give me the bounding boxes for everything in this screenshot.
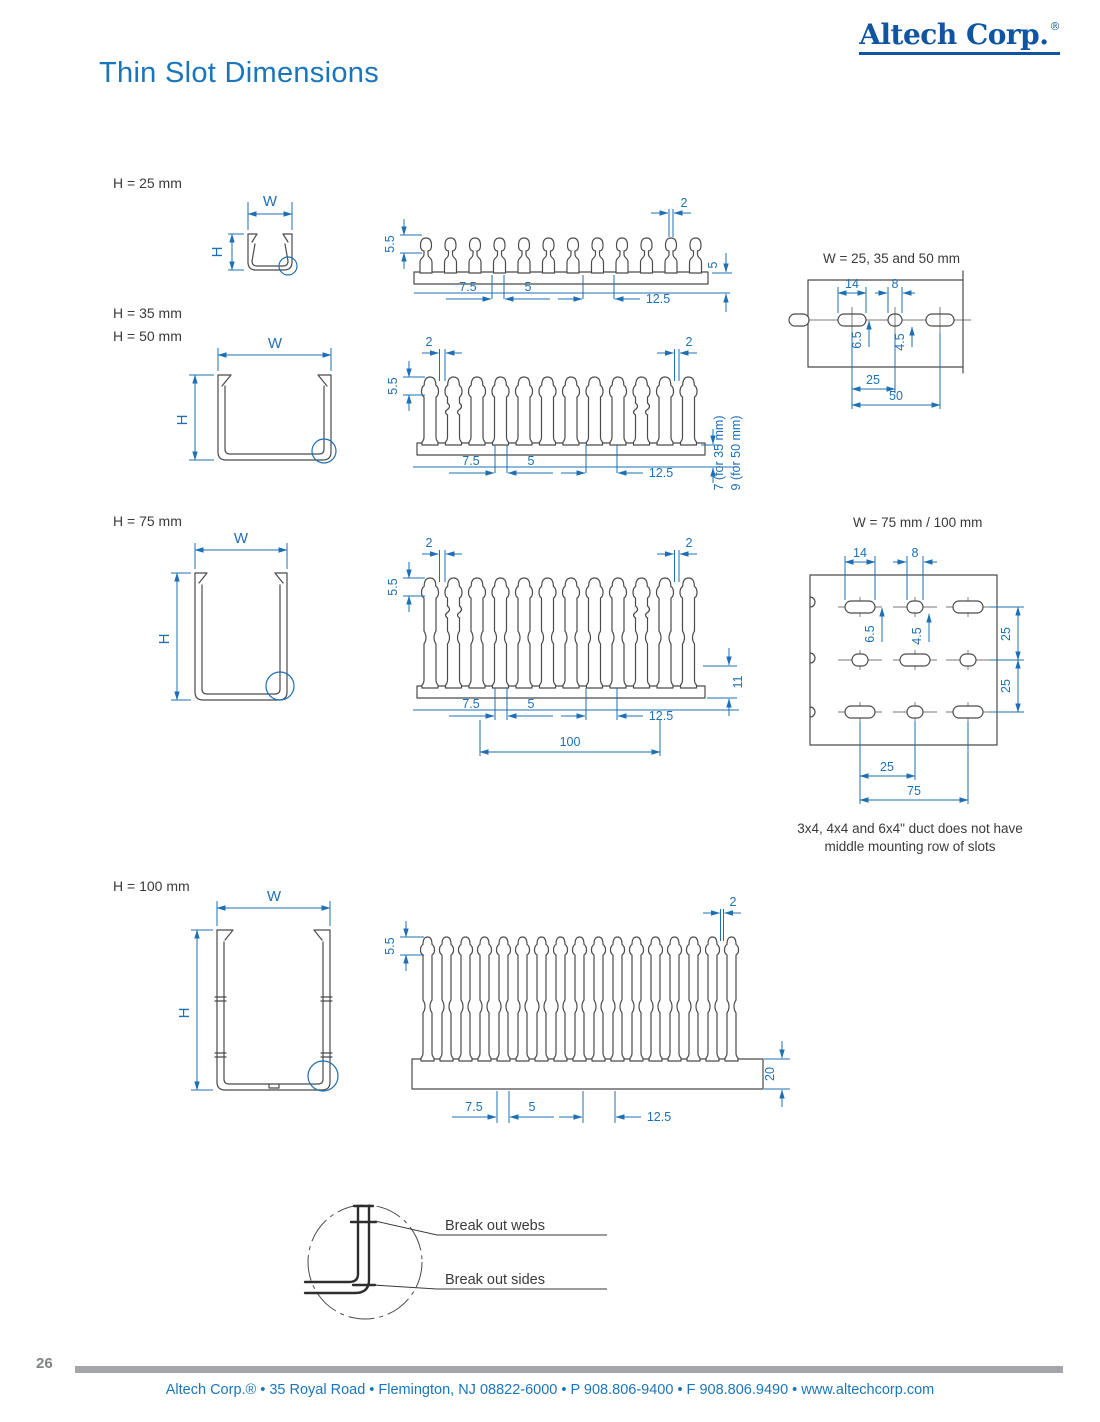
- svg-text:5: 5: [527, 454, 535, 468]
- comb-100: [412, 937, 763, 1089]
- svg-text:5: 5: [524, 280, 532, 294]
- dim-overall-75: [860, 722, 968, 804]
- w-dimension: [218, 335, 331, 371]
- comb-25: [414, 238, 708, 284]
- dim-top-offset: [383, 921, 424, 971]
- svg-text:7.5: 7.5: [462, 454, 480, 468]
- dim-top-offset: [386, 562, 425, 612]
- section-heading-h35: H = 35 mm: [113, 305, 182, 321]
- cross-section-h25: [188, 190, 338, 315]
- dim-base-height: [763, 1041, 790, 1107]
- dim-pitches: [413, 688, 739, 723]
- dim-pitches: [413, 445, 739, 480]
- plate-small-outline: [789, 271, 971, 373]
- duct-outline-h35-50: [218, 375, 331, 460]
- section-heading-h75: H = 75 mm: [113, 513, 182, 529]
- plate-small-title: W = 25, 35 and 50 mm: [823, 251, 960, 266]
- comb-35-50: [417, 377, 705, 455]
- svg-text:14: 14: [853, 546, 867, 560]
- dim-depth-right: [701, 415, 743, 490]
- dim-top-offset: [386, 361, 425, 411]
- w-dimension: [217, 888, 330, 926]
- cross-section-h75: [156, 530, 360, 718]
- footer-contact-line: Altech Corp.® • 35 Royal Road • Flemington, NJ 08822-6000 • P 908.806-9400 • F 908.806.9490 • www.altechcorp.com: [165, 1382, 935, 1398]
- svg-text:5.5: 5.5: [383, 937, 397, 955]
- svg-text:14: 14: [845, 277, 859, 291]
- sides-callout: [373, 1272, 607, 1289]
- cross-section-h35-50: [174, 335, 358, 478]
- w-label: W: [262, 193, 278, 210]
- dim-base-height: [703, 648, 745, 716]
- svg-text:2: 2: [685, 335, 693, 349]
- breakout-detail: [295, 1190, 625, 1325]
- svg-text:6.5: 6.5: [863, 625, 877, 643]
- svg-text:W: W: [233, 530, 249, 547]
- corner-profile: [305, 1206, 376, 1293]
- svg-text:4.5: 4.5: [910, 627, 924, 645]
- svg-text:2: 2: [425, 536, 433, 550]
- svg-text:25: 25: [999, 627, 1013, 641]
- svg-text:75: 75: [907, 784, 921, 798]
- cross-section-h100: [176, 888, 365, 1123]
- svg-text:12.5: 12.5: [648, 709, 674, 723]
- slot-profile-h25: [378, 193, 748, 313]
- svg-text:12.5: 12.5: [645, 292, 671, 306]
- svg-text:25: 25: [866, 373, 880, 387]
- logo-text: Altech Corp.: [859, 18, 1049, 51]
- svg-text:6.5: 6.5: [850, 331, 864, 349]
- svg-text:2: 2: [685, 536, 693, 550]
- svg-text:8: 8: [911, 546, 919, 560]
- svg-text:7 (for 35 mm): 7 (for 35 mm): [712, 415, 726, 491]
- slot-profile-h75: [383, 528, 813, 778]
- svg-text:4.5: 4.5: [893, 333, 907, 351]
- breakout-sides-label: Break out sides: [445, 1272, 545, 1288]
- svg-text:5.5: 5.5: [386, 377, 400, 395]
- h-dimension: [174, 375, 214, 460]
- svg-text:7.5: 7.5: [459, 280, 477, 294]
- section-heading-h25: H = 25 mm: [113, 175, 182, 191]
- h-dimension: [156, 573, 191, 700]
- dim-slot-width: [651, 196, 691, 237]
- section-heading-h100: H = 100 mm: [113, 878, 190, 894]
- dim-slot-width-right: [657, 335, 697, 381]
- svg-text:5: 5: [528, 1100, 536, 1114]
- dim-offset-b: [893, 327, 912, 351]
- svg-text:W: W: [267, 335, 283, 352]
- svg-text:7.5: 7.5: [462, 697, 480, 711]
- duct-outline-h25: [248, 234, 292, 270]
- duct-outline-h75: [195, 573, 287, 700]
- svg-text:H: H: [174, 414, 191, 426]
- w-dimension: [248, 193, 292, 230]
- page-title: Thin Slot Dimensions: [99, 57, 379, 89]
- svg-text:H: H: [156, 633, 173, 645]
- webs-callout: [375, 1218, 607, 1235]
- svg-text:8: 8: [891, 277, 899, 291]
- svg-text:W: W: [266, 888, 282, 905]
- svg-text:5: 5: [527, 697, 535, 711]
- dim-col-gap: [860, 722, 915, 780]
- section-heading-h50: H = 50 mm: [113, 328, 182, 344]
- svg-text:50: 50: [889, 389, 903, 403]
- dim-pitches: [452, 1091, 671, 1124]
- svg-text:H: H: [176, 1007, 193, 1019]
- dim-overall-100: [480, 720, 660, 756]
- svg-text:12.5: 12.5: [648, 466, 674, 480]
- svg-text:25: 25: [880, 760, 894, 774]
- plate-large-outline: [810, 575, 997, 745]
- dim-depth: [706, 253, 732, 312]
- plate-large-title: W = 75 mm / 100 mm: [853, 515, 983, 530]
- slots: [845, 601, 983, 718]
- svg-text:2: 2: [680, 196, 688, 210]
- h-dimension: [209, 234, 244, 270]
- svg-text:12.5: 12.5: [646, 1110, 672, 1124]
- svg-text:100: 100: [559, 735, 581, 749]
- svg-text:2: 2: [425, 335, 433, 349]
- dim-top-offset: [383, 219, 422, 269]
- svg-text:9 (for 50 mm): 9 (for 50 mm): [729, 415, 743, 491]
- svg-text:5: 5: [706, 261, 720, 269]
- duct-outline-h100: [215, 930, 332, 1090]
- dim-row-gaps: [990, 607, 1024, 712]
- svg-text:20: 20: [763, 1067, 777, 1081]
- dim-slot-long: [845, 546, 875, 600]
- plate-note-line2: middle mounting row of slots: [824, 839, 996, 854]
- plate-note-line1: 3x4, 4x4 and 6x4" duct does not have: [797, 821, 1023, 836]
- w-dimension: [195, 530, 287, 569]
- dim-offset-b: [910, 614, 929, 645]
- svg-text:7.5: 7.5: [465, 1100, 483, 1114]
- h-label: H: [209, 246, 226, 258]
- svg-text:11: 11: [731, 675, 745, 689]
- page-number: 26: [36, 1355, 53, 1372]
- comb-75: [417, 578, 705, 698]
- h-dimension: [176, 930, 213, 1090]
- altech-logo: [859, 18, 1060, 55]
- svg-text:2: 2: [729, 895, 737, 909]
- svg-text:5.5: 5.5: [386, 578, 400, 596]
- mounting-plate-small: [795, 243, 1060, 423]
- dim-slot-width-left: [422, 536, 462, 582]
- slot-profile-h100: [378, 891, 818, 1156]
- breakout-webs-label: Break out webs: [445, 1218, 545, 1234]
- dim-slot-width-right: [657, 536, 697, 582]
- svg-text:5.5: 5.5: [383, 235, 397, 253]
- dim-slot-width-left: [422, 335, 462, 381]
- dim-slot-short: [893, 546, 937, 600]
- dim-pitches: [414, 275, 730, 306]
- slot-profile-h35-50: [383, 333, 783, 518]
- mounting-plate-large: [798, 508, 1038, 868]
- registered-mark: ®: [1049, 20, 1060, 33]
- footer-divider: [75, 1366, 1063, 1373]
- svg-text:25: 25: [999, 679, 1013, 693]
- dim-slot-width: [703, 895, 741, 941]
